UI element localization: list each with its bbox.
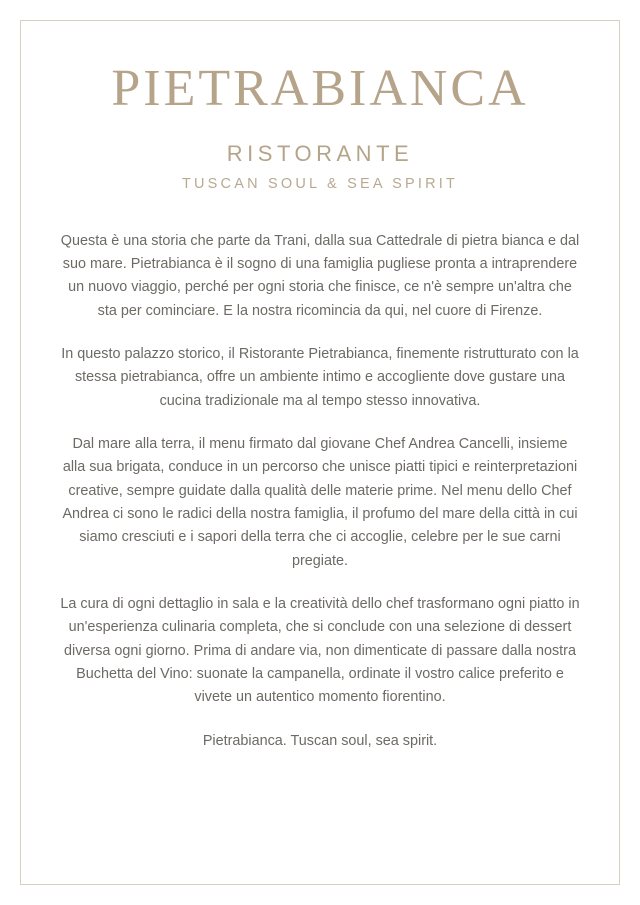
restaurant-tagline: TUSCAN SOUL & SEA SPIRIT bbox=[181, 175, 459, 192]
story-paragraph: In questo palazzo storico, il Ristorante Pietrabianca, finemente ristrutturato con la stessa pietrabianca, offre un ambiente intimo e accogliente dove gustare una cucina tradizionale ma al tempo stesso innovativa. bbox=[61, 345, 579, 409]
story-paragraph: Dal mare alla terra, il menu firmato dal giovane Chef Andrea Cancelli, insieme alla sua brigata, conduce in un percorso che unisce piatti tipici e reinterpretazioni creative, sempre guidate dalla qualità delle materie prime. Nel menu dello Chef Andrea ci sono le radici della nostra famiglia, il profumo del mare della città in cui siamo cresciuti e i sapori della terra che ci accoglie, celebre per le sue carni pregiate. bbox=[62, 435, 578, 569]
closing-statement: Pietrabianca. Tuscan soul, sea spirit. bbox=[202, 732, 438, 749]
restaurant-subtitle: RISTORANTE bbox=[226, 140, 414, 166]
story-paragraph: La cura di ogni dettaglio in sala e la creatività dello chef trasformano ogni piatto in un'esperienza culinaria completa, che si conclude con una selezione di dessert diversa ogni giorno. Prima di andare via, non dimenticate di passare dalla nostra Buchetta del Vino: suonate la campanella, ordinate il vostro calice preferito e vivete un autentico momento fiorentino. bbox=[60, 595, 580, 706]
story-paragraph: Questa è una storia che parte da Trani, dalla sua Cattedrale di pietra bianca e dal suo mare. Pietrabianca è il sogno di una famiglia pugliese pronta a intraprendere un nuovo viaggio, perché per ogni storia che finisce, ce n'è sempre un'altra che sta per cominciare. E la nostra ricomincia da qui, nel cuore di Firenze. bbox=[60, 232, 580, 319]
restaurant-brand-title: PIETRABIANCA bbox=[111, 60, 529, 117]
story-text-block bbox=[60, 230, 580, 753]
